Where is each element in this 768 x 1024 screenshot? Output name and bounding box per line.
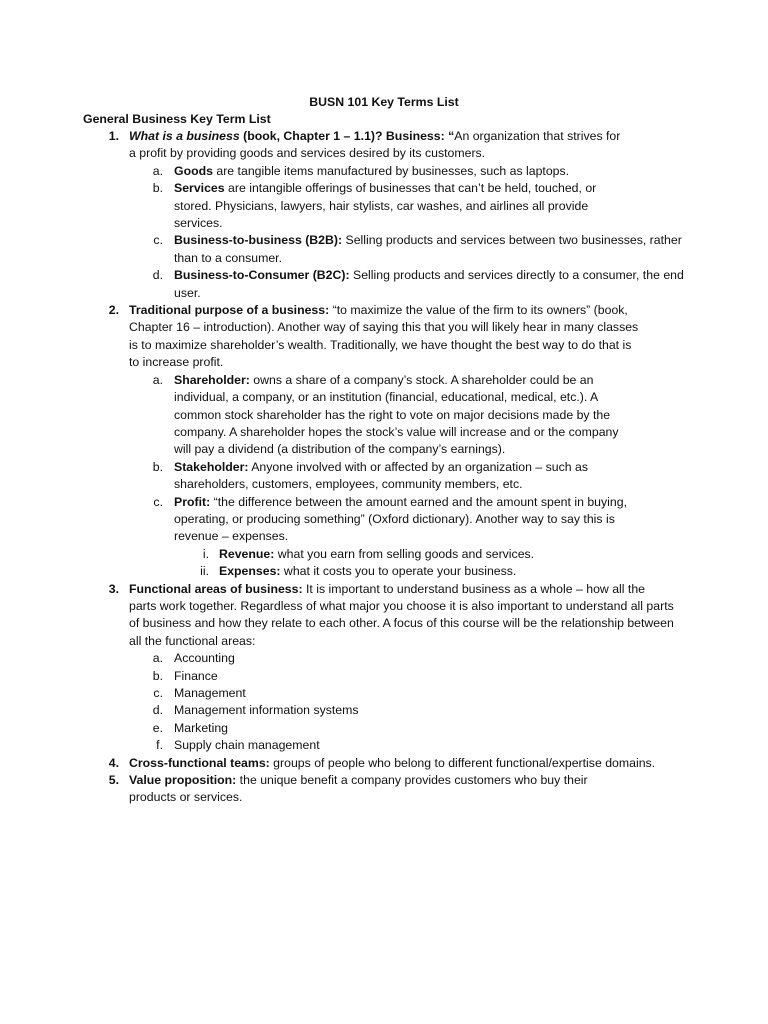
term: (book, Chapter 1 – 1.1)? Business: “	[239, 129, 455, 143]
item-body	[129, 755, 689, 772]
definition: what it costs you to operate your business.	[280, 564, 517, 579]
sub-body	[174, 494, 629, 546]
item-body	[129, 772, 609, 807]
sub-sub-item	[0, 563, 768, 580]
sub-body	[174, 267, 694, 302]
definition: It is important to understand business as a whole – how all the parts work together. Regardless of what major you choose it is also important to understand all parts of business and how they relate to each other. A focus of this course will be the relationship between all the functional areas:	[129, 581, 674, 648]
sub-letter: a.	[152, 372, 163, 387]
sub-body	[174, 685, 644, 702]
sub-body	[174, 163, 644, 180]
definition: Supply chain management	[174, 738, 320, 753]
item-number: 1.	[108, 129, 119, 143]
definition: Finance	[174, 668, 218, 683]
list-item	[0, 581, 768, 651]
sub-item	[0, 180, 768, 232]
sub-body	[174, 668, 644, 685]
definition: “the difference between the amount earned and the amount spent in buying, operating, or producing something” (Oxford dictionary). Another way to say this is revenue – expenses.	[174, 494, 627, 544]
sub-letter: a.	[152, 163, 163, 178]
sub-item	[0, 737, 768, 754]
sub-letter: e.	[152, 720, 163, 735]
sub-item	[0, 163, 768, 180]
item-body	[129, 581, 674, 651]
sub-sub-body	[219, 546, 649, 563]
sub-letter: b.	[152, 181, 163, 196]
sub-letter: c.	[153, 233, 163, 248]
sub-item	[0, 459, 768, 494]
sub-body	[174, 720, 644, 737]
term: Goods	[174, 163, 213, 178]
item-number: 2.	[108, 303, 119, 318]
term: Functional areas of business:	[129, 581, 303, 596]
section-heading: General Business Key Term List	[83, 112, 271, 126]
definition: Selling products and services between two businesses, rather than to a consumer.	[174, 233, 682, 265]
sub-body	[174, 180, 614, 232]
sub-letter: b.	[152, 459, 163, 474]
sub-body	[174, 372, 634, 459]
definition: Accounting	[174, 651, 235, 666]
document-title: BUSN 101 Key Terms List	[309, 95, 459, 109]
list-item	[0, 772, 768, 807]
sub-body	[174, 702, 644, 719]
term: Revenue:	[219, 546, 275, 561]
definition: Marketing	[174, 720, 228, 735]
definition: groups of people who belong to different functional/expertise domains.	[269, 755, 656, 770]
term: Expenses:	[219, 564, 281, 579]
definition: the unique benefit a company provides customers who buy their products or services.	[129, 773, 588, 805]
definition: are tangible items manufactured by businesses, such as laptops.	[212, 163, 570, 178]
sub-letter: f.	[156, 738, 163, 753]
sub-sub-body	[219, 563, 649, 580]
sub-item	[0, 267, 768, 302]
sub-item	[0, 650, 768, 667]
sub-roman: ii.	[200, 564, 209, 579]
sub-item	[0, 702, 768, 719]
term: Value proposition:	[129, 773, 237, 788]
definition: Anyone involved with or affected by an organization – such as shareholders, customers, employees, community members, etc.	[174, 459, 589, 492]
item-number: 5.	[108, 773, 119, 788]
list-item	[0, 302, 768, 372]
item-body	[129, 128, 629, 163]
sub-letter: d.	[152, 268, 163, 283]
sub-item	[0, 372, 768, 459]
sub-letter: c.	[153, 494, 163, 509]
term: Cross-functional teams:	[129, 755, 270, 770]
list-item	[0, 128, 768, 163]
sub-letter: b.	[152, 668, 163, 683]
definition: Management	[174, 686, 246, 700]
sub-letter: c.	[153, 686, 163, 700]
item-body	[129, 302, 639, 372]
sub-sub-item	[0, 546, 768, 563]
sub-letter: a.	[152, 651, 163, 666]
key-terms-list	[0, 128, 768, 807]
sub-item	[0, 232, 768, 267]
definition: are intangible offerings of businesses that can’t be held, touched, or stored. Physicians, lawyers, hair stylists, car washes, and airlines all provide services.	[174, 181, 597, 231]
sub-body	[174, 737, 644, 754]
term: Stakeholder:	[174, 459, 249, 474]
term: Traditional purpose of a business:	[129, 303, 330, 318]
definition: Management information systems	[174, 703, 359, 718]
sub-item	[0, 668, 768, 685]
definition: Selling products and services directly to a consumer, the end user.	[174, 268, 684, 300]
term-italic: What is a business	[129, 129, 240, 143]
term: Services	[174, 181, 225, 196]
sub-item	[0, 494, 768, 546]
sub-item	[0, 720, 768, 737]
sub-item	[0, 685, 768, 702]
sub-body	[174, 232, 694, 267]
term: Profit:	[174, 494, 211, 509]
sub-body	[174, 650, 644, 667]
sub-roman: i.	[202, 546, 209, 561]
item-number: 4.	[108, 755, 119, 770]
definition: owns a share of a company’s stock. A shareholder could be an individual, a company, or an institution (financial, educational, medical, etc.). A common stock shareholder has the right to vote on major decisions made by the company. A shareholder hopes the stock’s value will increase and or the company will pay a dividend (a distribution of the company’s earnings).	[174, 372, 619, 457]
term: Business-to-business (B2B):	[174, 233, 343, 248]
sub-body	[174, 459, 604, 494]
definition: what you earn from selling goods and services.	[274, 546, 535, 561]
term: Business-to-Consumer (B2C):	[174, 268, 350, 283]
item-number: 3.	[108, 581, 119, 596]
sub-letter: d.	[152, 703, 163, 718]
definition: “to maximize the value of the firm to its owners” (book, Chapter 16 – introduction). Another way of saying this that you will likely hear in many classes is to maximize shareholder’s wealth. Traditionally, we have thought the best way to do that is to increase profit.	[129, 303, 639, 370]
list-item	[0, 755, 768, 772]
term: Shareholder:	[174, 372, 250, 387]
definition: An organization that strives for a profit by providing goods and services desired by its customers.	[129, 129, 621, 161]
